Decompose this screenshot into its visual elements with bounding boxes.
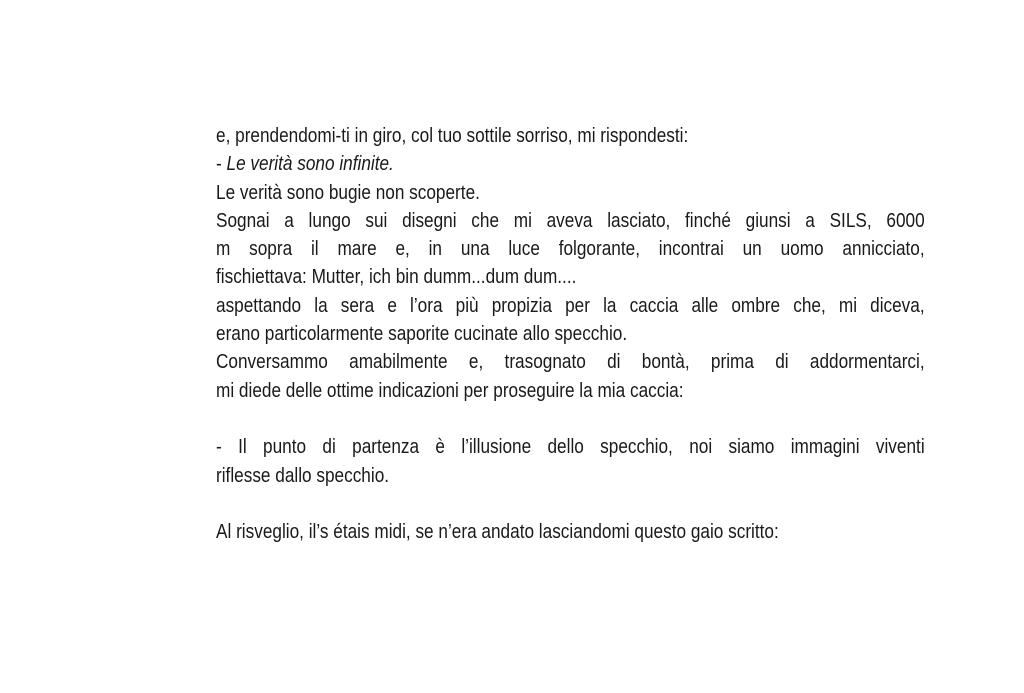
text-line: - Il punto di partenza è l’illusione dello specchio, noi siamo immagini viventi bbox=[216, 436, 925, 459]
text-line: erano particolarmente saporite cucinate allo specchio. bbox=[216, 323, 628, 346]
paragraph-gap bbox=[216, 405, 925, 433]
italic-quote: Le verità sono infinite. bbox=[226, 153, 394, 176]
text-line: m sopra il mare e, in una luce folgorante, incontrai un uomo annicciato, bbox=[216, 238, 925, 261]
text-line: mi diede delle ottime indicazioni per proseguire la mia caccia: bbox=[216, 379, 684, 402]
text-line: fischiettava: Mutter, ich bin dumm...dum dum.... bbox=[216, 266, 577, 289]
text-line: Le verità sono bugie non scoperte. bbox=[216, 181, 480, 204]
paragraph-gap bbox=[216, 490, 925, 518]
text-line: riflesse dallo specchio. bbox=[216, 464, 390, 487]
text-line: Conversammo amabilmente e, trasognato di bontà, prima di addormentarci, bbox=[216, 351, 925, 374]
body-text bbox=[216, 122, 925, 546]
dash: - bbox=[216, 153, 227, 176]
quote-line bbox=[216, 150, 925, 178]
text-line: Sognai a lungo sui disegni che mi aveva lasciato, finché giunsi a SILS, 6000 bbox=[216, 209, 925, 232]
text-line: e, prendendomi-ti in giro, col tuo sottile sorriso, mi rispondesti: bbox=[216, 125, 689, 147]
text-line: Al risveglio, il’s étais midi, se n’era andato lasciandomi questo gaio scritto: bbox=[216, 521, 779, 544]
text-line: aspettando la sera e l’ora più propizia per la caccia alle ombre che, mi diceva, bbox=[216, 294, 925, 317]
